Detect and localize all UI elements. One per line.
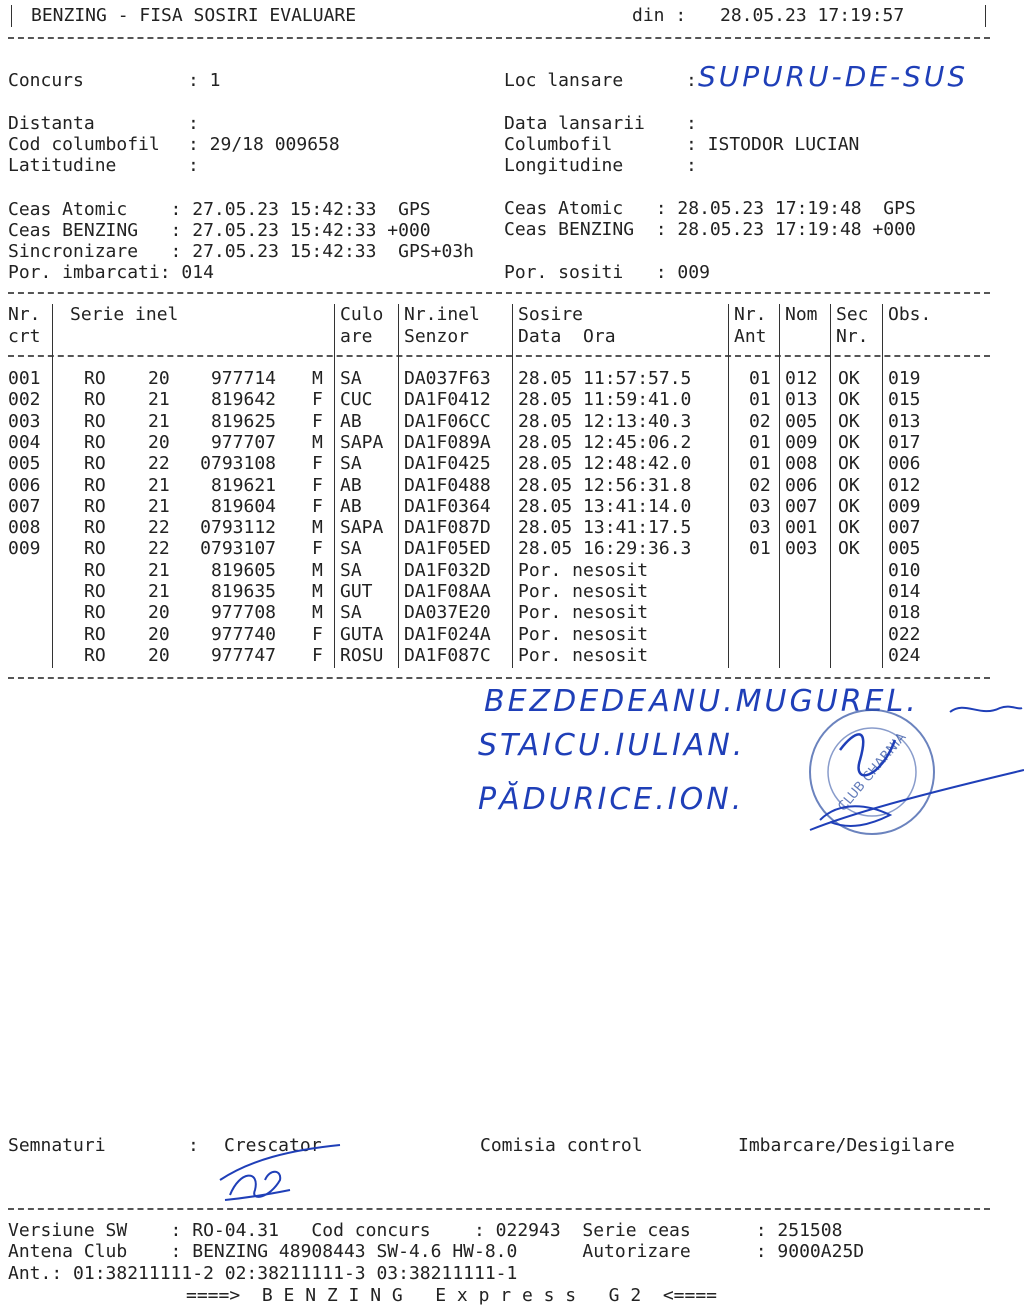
col-header-obs: Obs. — [888, 304, 932, 325]
columbofil-value: : ISTODOR LUCIAN — [686, 134, 860, 155]
col-header-culoare: Culo — [340, 304, 384, 325]
col-header-sec-sub: Nr. — [836, 326, 869, 347]
cell-nr: 003 — [8, 410, 41, 432]
cell-ant: 01 — [749, 431, 771, 453]
cell-ant: 01 — [749, 389, 771, 411]
column-separator — [52, 304, 53, 668]
col-header-nrinel: Nr.inel — [404, 304, 480, 325]
longitudine-value: : — [686, 155, 697, 176]
cell-obs: 022 — [888, 623, 921, 645]
col-header-nr-sub: crt — [8, 326, 41, 347]
cell-senzor: DA1F0488 — [404, 474, 491, 496]
col-header-nr: Nr. — [8, 304, 41, 325]
report-title: BENZING - FISA SOSIRI EVALUARE — [31, 5, 357, 26]
cell-cul: SA — [340, 559, 362, 581]
cell-ant: 01 — [749, 453, 771, 475]
cell-sosire: 28.05 12:48:42.0 — [518, 453, 692, 475]
cell-ro: RO — [84, 368, 106, 389]
cell-inel: 819642 — [210, 389, 276, 411]
report-date-label: din : — [632, 5, 687, 26]
divider — [8, 292, 990, 294]
column-separator — [728, 304, 729, 668]
cell-an: 21 — [148, 410, 170, 432]
distanta-label: Distanta — [8, 113, 95, 134]
divider — [8, 1208, 990, 1210]
cell-ant: 02 — [749, 410, 771, 432]
cell-cul: CUC — [340, 389, 373, 411]
cell-sec: OK — [838, 495, 860, 517]
cell-senzor: DA1F0412 — [404, 389, 491, 411]
cell-an: 22 — [148, 538, 170, 560]
cell-obs: 010 — [888, 559, 921, 581]
cell-an: 21 — [148, 581, 170, 602]
footer-version: Versiune SW : RO-04.31 Cod concurs : 022943 Serie ceas : 251508 — [8, 1220, 843, 1241]
cell-sosire: 28.05 11:59:41.0 — [518, 389, 692, 411]
cell-an: 22 — [148, 517, 170, 539]
cell-cul: SA — [340, 538, 362, 560]
divider — [8, 677, 990, 679]
cell-obs: 009 — [888, 495, 921, 517]
cod-columbofil-label: Cod columbofil — [8, 134, 160, 155]
cell-ro: RO — [84, 623, 106, 645]
cell-nr: 001 — [8, 368, 41, 389]
latitudine-label: Latitudine — [8, 155, 117, 176]
cell-sosire: 28.05 16:29:36.3 — [518, 538, 692, 560]
cell-obs: 006 — [888, 453, 921, 475]
header-left-bar — [11, 5, 12, 27]
col-header-sosire: Sosire — [518, 304, 584, 325]
signature-comisia: Comisia control — [480, 1135, 643, 1156]
cell-senzor: DA1F0425 — [404, 453, 491, 475]
cell-senzor: DA1F08AA — [404, 581, 491, 602]
cell-nom: 012 — [785, 368, 818, 389]
cell-sex: F — [312, 453, 323, 475]
cell-sex: M — [312, 431, 323, 453]
cell-inel: 977708 — [210, 602, 276, 624]
col-header-culoare-sub: are — [340, 326, 373, 347]
ceas-benzing-start: Ceas BENZING : 27.05.23 15:42:33 +000 — [8, 220, 431, 241]
cell-inel: 977714 — [210, 368, 276, 389]
cell-sex: F — [312, 623, 323, 645]
cell-sosire: Por. nesosit — [518, 602, 649, 624]
cell-senzor: DA1F087C — [404, 644, 491, 666]
cell-ro: RO — [84, 602, 106, 624]
cell-cul: SAPA — [340, 517, 384, 539]
column-separator — [334, 304, 335, 668]
cell-sosire: 28.05 11:57:57.5 — [518, 368, 692, 389]
cell-cul: AB — [340, 410, 362, 432]
sincronizare: Sincronizare : 27.05.23 15:42:33 GPS+03h — [8, 241, 474, 262]
divider — [8, 37, 990, 39]
col-header-sec: Sec — [836, 304, 869, 325]
cell-nom: 006 — [785, 474, 818, 496]
club-stamp — [800, 690, 1024, 860]
cell-ro: RO — [84, 431, 106, 453]
cell-cul: SA — [340, 368, 362, 389]
cell-ro: RO — [84, 559, 106, 581]
cell-sex: F — [312, 389, 323, 411]
cell-sosire: 28.05 13:41:17.5 — [518, 517, 692, 539]
column-separator — [398, 304, 399, 668]
cell-obs: 017 — [888, 431, 921, 453]
cell-sosire: Por. nesosit — [518, 644, 649, 666]
cell-obs: 012 — [888, 474, 921, 496]
cell-senzor: DA1F05ED — [404, 538, 491, 560]
loc-lansare-handwritten: SUPURU-DE-SUS — [698, 60, 969, 93]
cell-sec: OK — [838, 410, 860, 432]
cell-inel: 0793108 — [200, 453, 276, 475]
cell-nom: 008 — [785, 453, 818, 475]
cell-obs: 007 — [888, 517, 921, 539]
cell-ro: RO — [84, 538, 106, 560]
cell-senzor: DA037E20 — [404, 602, 491, 624]
ceas-atomic-end: Ceas Atomic : 28.05.23 17:19:48 GPS — [504, 198, 916, 219]
cell-obs: 005 — [888, 538, 921, 560]
signature-crescator: Crescator — [224, 1135, 322, 1156]
handwritten-name-2: STAICU.IULIAN. — [478, 728, 746, 763]
cell-sex: M — [312, 368, 323, 389]
cell-sec: OK — [838, 431, 860, 453]
data-lansarii-value: : — [686, 113, 697, 134]
handwritten-name-1: BEZDEDEANU.MUGUREL. — [484, 684, 919, 719]
footer-ant: Ant.: 01:38211111-2 02:38211111-3 03:38211111-1 — [8, 1263, 518, 1284]
cell-sex: M — [312, 581, 323, 602]
cell-sex: F — [312, 538, 323, 560]
report-date: 28.05.23 17:19:57 — [720, 5, 905, 26]
cell-ro: RO — [84, 389, 106, 411]
cell-ro: RO — [84, 517, 106, 539]
cell-nr: 004 — [8, 431, 41, 453]
cell-nr: 002 — [8, 389, 41, 411]
cell-obs: 014 — [888, 581, 921, 602]
cell-inel: 977747 — [210, 644, 276, 666]
ceas-benzing-end: Ceas BENZING : 28.05.23 17:19:48 +000 — [504, 219, 916, 240]
cell-an: 21 — [148, 389, 170, 411]
cell-nr: 006 — [8, 474, 41, 496]
data-lansarii-label: Data lansarii — [504, 113, 645, 134]
cell-inel: 977740 — [210, 623, 276, 645]
cell-nom: 005 — [785, 410, 818, 432]
cell-an: 20 — [148, 644, 170, 666]
cell-nom: 003 — [785, 538, 818, 560]
cell-sec: OK — [838, 474, 860, 496]
crescator-signature — [210, 1140, 350, 1210]
cell-sosire: Por. nesosit — [518, 581, 649, 602]
latitudine-value: : — [188, 155, 199, 176]
col-header-serie: Serie inel — [70, 304, 179, 325]
cell-nr: 005 — [8, 453, 41, 475]
cell-an: 22 — [148, 453, 170, 475]
cell-sex: F — [312, 495, 323, 517]
cell-sex: M — [312, 559, 323, 581]
cell-nom: 013 — [785, 389, 818, 411]
longitudine-label: Longitudine — [504, 155, 624, 176]
loc-lansare-label: Loc lansare — [504, 70, 624, 91]
cell-nr: 007 — [8, 495, 41, 517]
column-separator — [512, 304, 513, 668]
distanta-value: : — [188, 113, 199, 134]
cell-ant: 01 — [749, 368, 771, 389]
cell-inel: 819625 — [210, 410, 276, 432]
cell-cul: SA — [340, 453, 362, 475]
cell-ro: RO — [84, 474, 106, 496]
cell-an: 20 — [148, 623, 170, 645]
cell-an: 21 — [148, 474, 170, 496]
cell-cul: AB — [340, 474, 362, 496]
cell-nom: 009 — [785, 431, 818, 453]
cell-cul: AB — [340, 495, 362, 517]
semnaturi-colon: : — [188, 1135, 199, 1156]
cell-sosire: Por. nesosit — [518, 559, 649, 581]
concurs-label: Concurs — [8, 70, 84, 91]
cell-sosire: 28.05 13:41:14.0 — [518, 495, 692, 517]
cell-sex: F — [312, 474, 323, 496]
cell-sec: OK — [838, 538, 860, 560]
cell-inel: 819635 — [210, 581, 276, 602]
cell-nr: 008 — [8, 517, 41, 539]
column-separator — [830, 304, 831, 668]
cell-sex: F — [312, 410, 323, 432]
ceas-atomic-start: Ceas Atomic : 27.05.23 15:42:33 GPS — [8, 199, 431, 220]
cell-inel: 977707 — [210, 431, 276, 453]
col-header-ant: Ant — [734, 326, 767, 347]
column-separator — [882, 304, 883, 668]
cell-an: 20 — [148, 602, 170, 624]
cell-sex: F — [312, 644, 323, 666]
cell-sosire: 28.05 12:56:31.8 — [518, 474, 692, 496]
footer-antena: Antena Club : BENZING 48908443 SW-4.6 HW-8.0 Autorizare : 9000A25D — [8, 1241, 865, 1262]
cell-senzor: DA037F63 — [404, 368, 491, 389]
cell-senzor: DA1F089A — [404, 431, 491, 453]
cell-cul: GUT — [340, 581, 373, 602]
cell-sosire: 28.05 12:13:40.3 — [518, 410, 692, 432]
col-header-nom: Nom — [785, 304, 818, 325]
cell-ro: RO — [84, 453, 106, 475]
cell-sex: M — [312, 517, 323, 539]
col-header-data-ora: Data Ora — [518, 326, 616, 347]
cell-ant: 03 — [749, 495, 771, 517]
header-right-bar — [985, 5, 986, 27]
handwritten-name-3: PĂDURICE.ION. — [478, 782, 745, 817]
cell-sex: M — [312, 602, 323, 624]
cell-inel: 819605 — [210, 559, 276, 581]
cell-ant: 02 — [749, 474, 771, 496]
cell-nr: 009 — [8, 538, 41, 560]
cell-sec: OK — [838, 368, 860, 389]
cell-obs: 024 — [888, 644, 921, 666]
cell-cul: SA — [340, 602, 362, 624]
cell-inel: 0793112 — [200, 517, 276, 539]
cell-sosire: 28.05 12:45:06.2 — [518, 431, 692, 453]
cell-cul: GUTA — [340, 623, 384, 645]
cell-obs: 019 — [888, 368, 921, 389]
footer-brand: ====> B E N Z I N G E x p r e s s G 2 <==== — [186, 1285, 718, 1306]
cell-cul: ROSU — [340, 644, 384, 666]
cell-an: 21 — [148, 495, 170, 517]
cell-sosire: Por. nesosit — [518, 623, 649, 645]
cell-an: 20 — [148, 431, 170, 453]
col-header-senzor: Senzor — [404, 326, 470, 347]
cell-inel: 0793107 — [200, 538, 276, 560]
cell-obs: 018 — [888, 602, 921, 624]
porumbei-imbarcati: Por. imbarcati: 014 — [8, 262, 214, 283]
cell-an: 21 — [148, 559, 170, 581]
cell-senzor: DA1F032D — [404, 559, 491, 581]
cell-ro: RO — [84, 644, 106, 666]
cell-ant: 01 — [749, 538, 771, 560]
cod-columbofil-value: : 29/18 009658 — [188, 134, 340, 155]
cell-ro: RO — [84, 410, 106, 432]
cell-obs: 015 — [888, 389, 921, 411]
cell-senzor: DA1F0364 — [404, 495, 491, 517]
concurs-value: : 1 — [188, 70, 221, 91]
semnaturi-label: Semnaturi — [8, 1135, 106, 1156]
col-header-nrant: Nr. — [734, 304, 767, 325]
divider — [8, 355, 990, 357]
cell-senzor: DA1F087D — [404, 517, 491, 539]
cell-senzor: DA1F024A — [404, 623, 491, 645]
cell-an: 20 — [148, 368, 170, 389]
cell-inel: 819604 — [210, 495, 276, 517]
cell-senzor: DA1F06CC — [404, 410, 491, 432]
cell-sec: OK — [838, 517, 860, 539]
cell-inel: 819621 — [210, 474, 276, 496]
cell-obs: 013 — [888, 410, 921, 432]
cell-ant: 03 — [749, 517, 771, 539]
cell-cul: SAPA — [340, 431, 384, 453]
cell-nom: 001 — [785, 517, 818, 539]
columbofil-label: Columbofil — [504, 134, 613, 155]
signature-imbarcare: Imbarcare/Desigilare — [738, 1135, 955, 1156]
loc-lansare-colon: : — [686, 70, 697, 91]
cell-nom: 007 — [785, 495, 818, 517]
cell-ro: RO — [84, 581, 106, 602]
cell-sec: OK — [838, 389, 860, 411]
stamp-text: CLUB CHARNIA — [835, 730, 910, 815]
cell-sec: OK — [838, 453, 860, 475]
column-separator — [779, 304, 780, 668]
cell-ro: RO — [84, 495, 106, 517]
porumbei-sositi: Por. sositi : 009 — [504, 262, 710, 283]
